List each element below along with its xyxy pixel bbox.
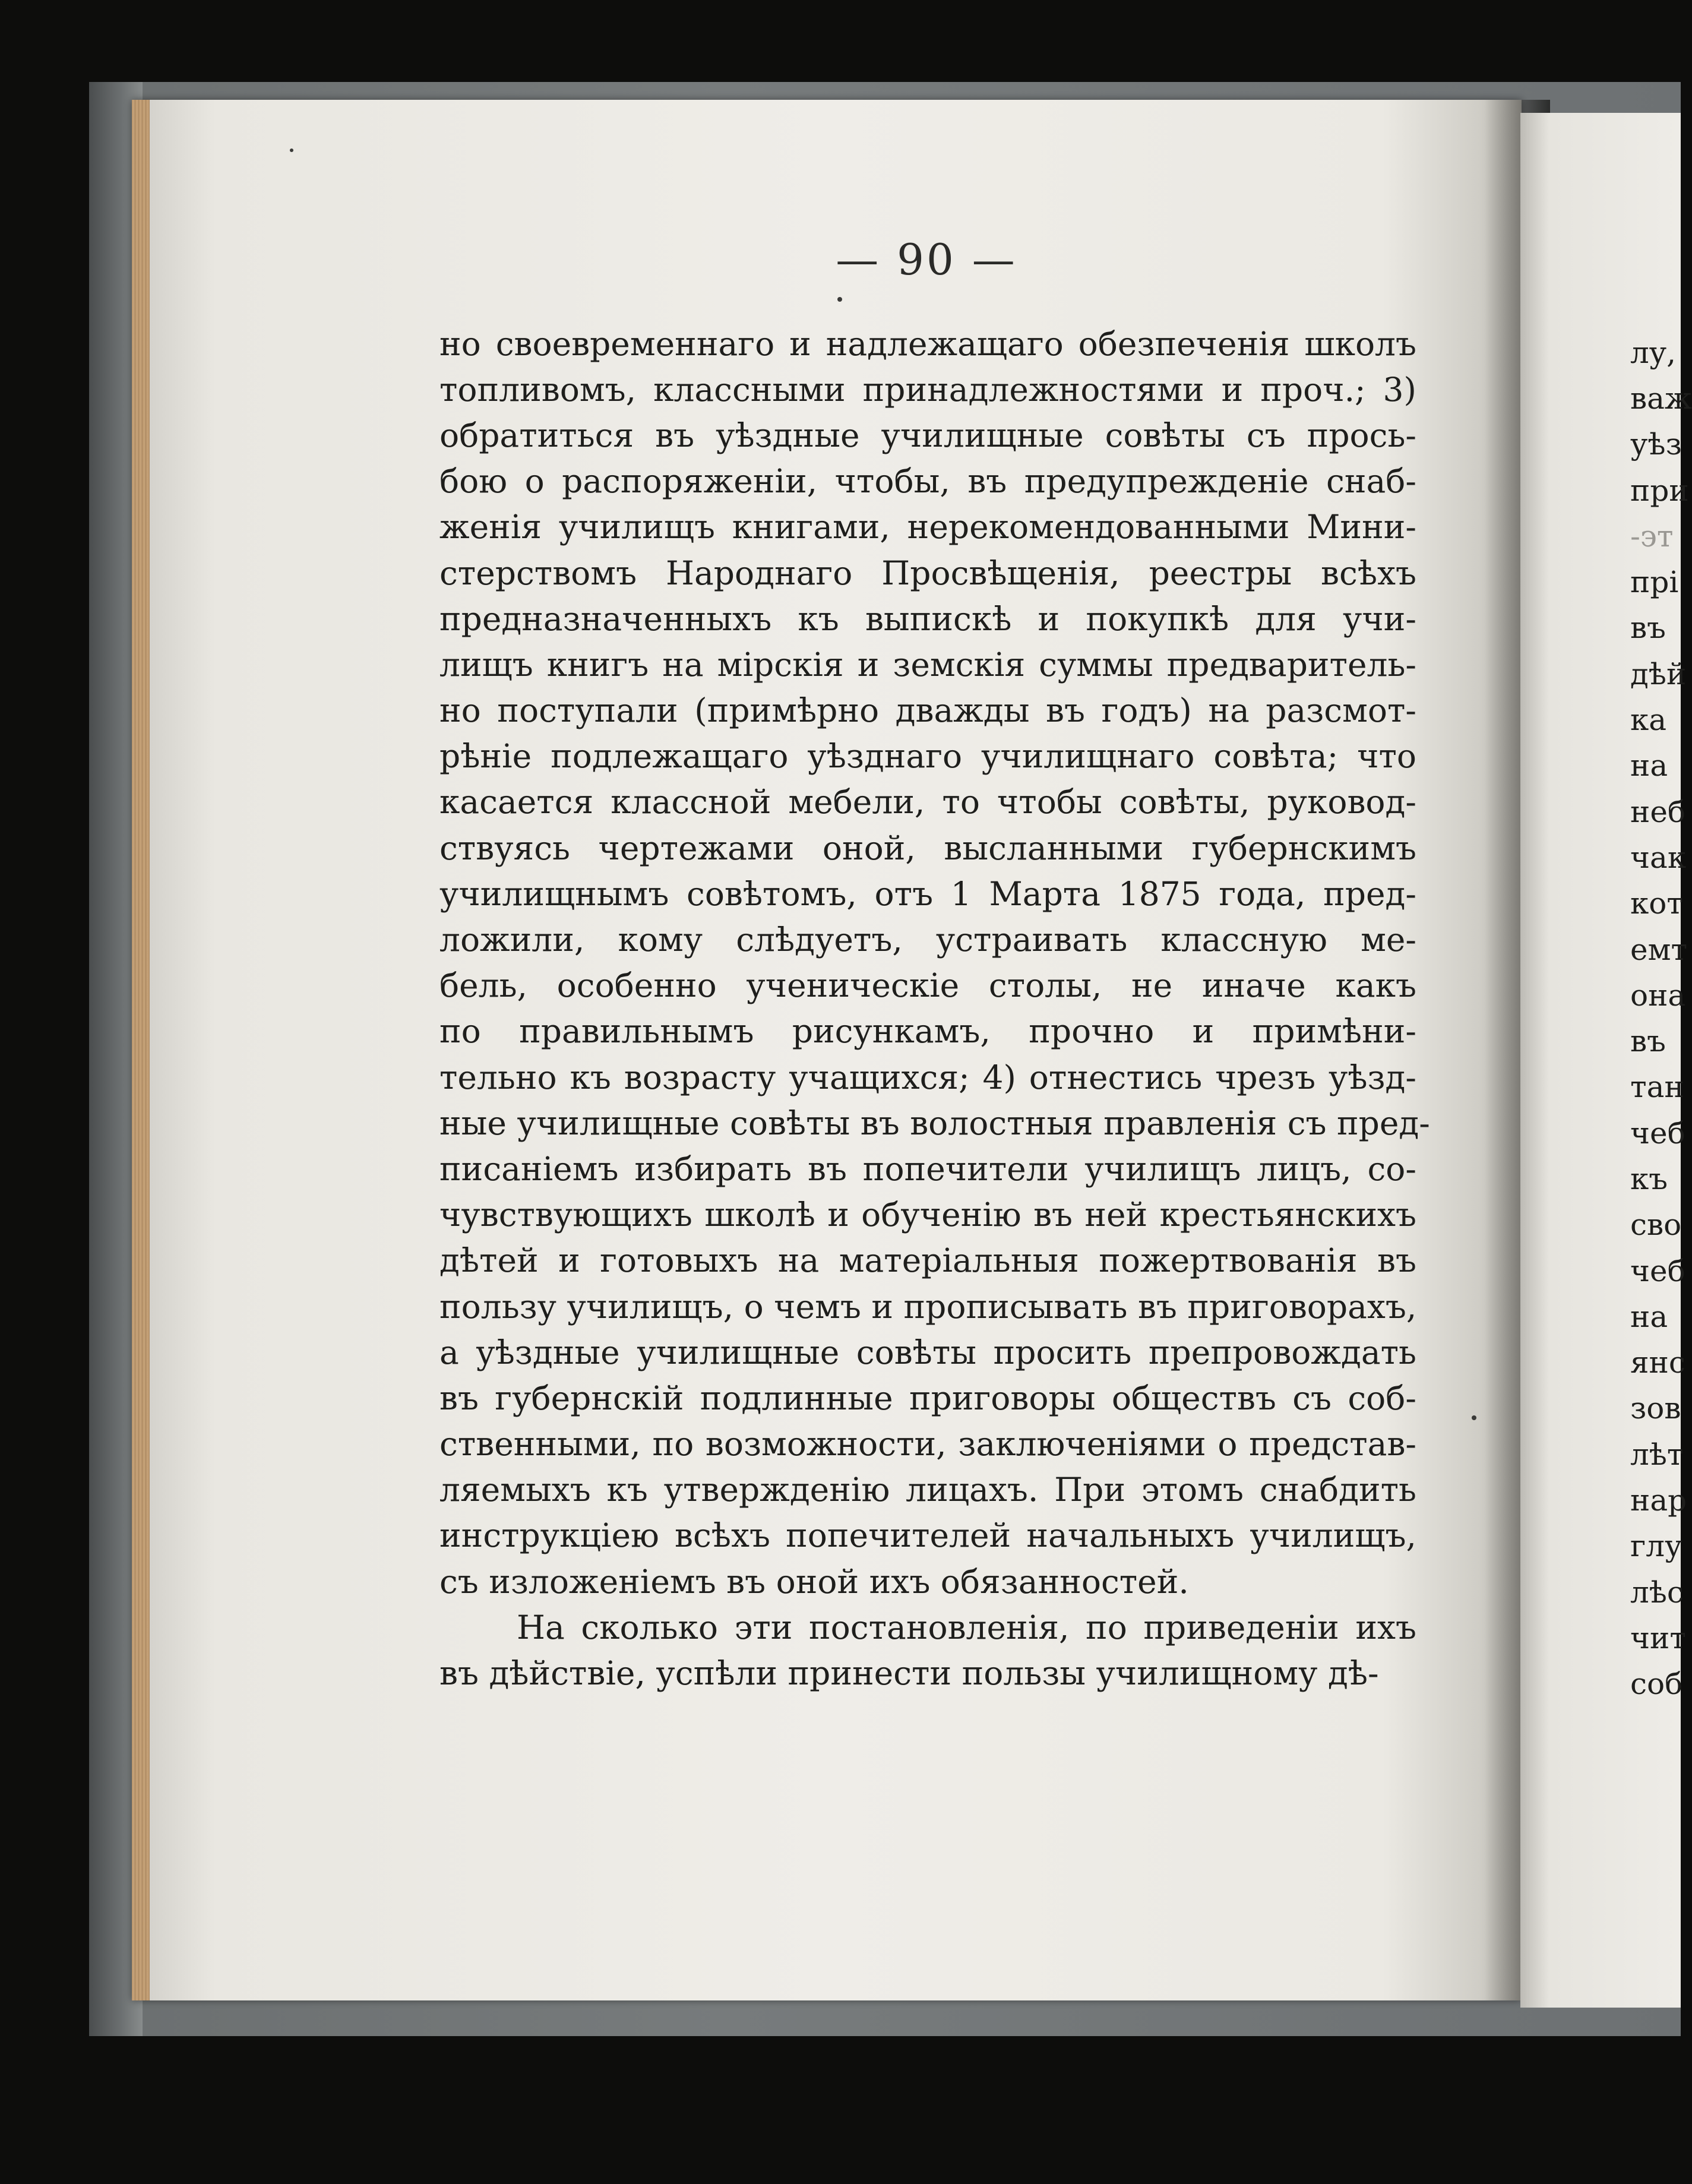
text-line-content: въ дѣйствіе, успѣли принести пользы училищному дѣ- [439, 1654, 1379, 1693]
text-line [439, 688, 1416, 734]
text-line-content: ложили, кому слѣдуетъ, устраивать классную ме- [439, 921, 1416, 959]
text-line-content: инструкціею всѣхъ попечителей начальныхъ училищъ, [439, 1516, 1416, 1555]
text-line [439, 1467, 1416, 1513]
text-line-content: училищнымъ совѣтомъ, отъ 1 Марта 1875 года, пред- [439, 874, 1416, 913]
text-line-content: лищъ книгъ на мірскія и земскія суммы предваритель- [439, 645, 1416, 684]
text-line-content: по правильнымъ рисункамъ, прочно и примѣни- [439, 1012, 1416, 1051]
text-line-content: но поступали (примѣрно дважды въ годъ) на разсмот- [439, 691, 1416, 730]
right-page-line: она [1630, 978, 1686, 1013]
text-line [439, 1009, 1416, 1054]
paper-speck [837, 297, 842, 302]
right-page-line: чит [1630, 1620, 1687, 1655]
right-page-text [1630, 330, 1692, 1707]
page-fore-edge [132, 100, 150, 2000]
right-page-line: янс [1630, 1345, 1685, 1380]
right-page-line: въ [1630, 611, 1666, 646]
right-page-line: къ [1630, 1161, 1668, 1196]
right-page-line: тан [1630, 1070, 1684, 1105]
text-line-content: стерствомъ Народнаго Просвѣщенія, реестры всѣхъ [439, 554, 1416, 592]
text-line [439, 1650, 1416, 1696]
text-line-content: обратиться въ уѣздные училищные совѣты съ прось- [439, 416, 1416, 454]
right-page-line: кот [1630, 886, 1684, 921]
right-page-line: нар [1630, 1483, 1687, 1518]
right-page-line: въ [1630, 1024, 1666, 1059]
text-line [439, 550, 1416, 596]
right-page-line: прі [1630, 565, 1679, 600]
text-line-content: чувствующихъ школѣ и обученію въ ней крестьянскихъ [439, 1196, 1416, 1234]
text-line-content: бою о распоряженіи, чтобы, въ предупрежденіе снаб- [439, 462, 1416, 501]
text-line [439, 916, 1416, 962]
text-line [439, 1604, 1416, 1650]
text-line-content: пользу училищъ, о чемъ и прописывать въ приговорахъ, [439, 1287, 1417, 1326]
text-line-content: ляемыхъ къ утвержденію лицахъ. При этомъ снабдить [439, 1471, 1416, 1509]
text-line-content: женія училищъ книгами, нерекомендованными Мини- [439, 508, 1416, 546]
text-line [439, 734, 1416, 779]
text-line-content: касается классной мебели, то чтобы совѣты, руковод- [439, 783, 1416, 821]
text-line [439, 779, 1416, 825]
paper-speck [290, 148, 293, 152]
paper-speck [1472, 1415, 1476, 1420]
text-line [439, 459, 1416, 504]
text-line [439, 366, 1416, 412]
right-page-line: лѣс [1630, 1575, 1684, 1610]
text-line [439, 321, 1416, 366]
right-page-line: важ [1630, 381, 1692, 416]
right-page-line: на [1630, 1299, 1668, 1334]
text-line [439, 1192, 1416, 1238]
text-line [439, 963, 1416, 1009]
text-line-content: дѣтей и готовыхъ на матеріальныя пожертвованія въ [439, 1241, 1416, 1280]
right-page-line: соб [1630, 1667, 1683, 1702]
text-line [439, 1100, 1430, 1146]
right-page-line: -эт [1630, 519, 1674, 554]
right-page-line: чак [1630, 840, 1687, 875]
text-line-content: рѣніе подлежащаго уѣзднаго училищнаго совѣта; что [439, 737, 1416, 776]
right-page-line: емт [1630, 932, 1688, 967]
text-line [439, 1513, 1416, 1559]
text-line-content: бель, особенно ученическіе столы, не иначе какъ [439, 966, 1416, 1005]
text-line [439, 1329, 1416, 1375]
text-line-content: ствуясь чертежами оной, высланными губернскимъ [439, 829, 1416, 867]
text-line-content: На сколько эти постановленія, по приведеніи ихъ [517, 1608, 1416, 1646]
right-page-line: чеб [1630, 1253, 1685, 1288]
text-line [439, 1054, 1416, 1100]
right-page-line: на [1630, 748, 1668, 783]
right-page-line: дѣй [1630, 656, 1687, 691]
text-line [439, 1375, 1416, 1421]
text-line [439, 412, 1416, 458]
page-number: — 90 — [836, 235, 1017, 285]
text-line-content: ственными, по возможности, заключеніями о представ- [439, 1425, 1416, 1464]
right-page-line: чеб [1630, 1115, 1685, 1151]
text-line [439, 871, 1416, 916]
text-line-content: тельно къ возрасту учащихся; 4) отнестись чрезъ уѣзд- [439, 1058, 1416, 1096]
text-line [439, 825, 1416, 871]
text-line-content: въ губернскій подлинные приговоры обществъ съ соб- [439, 1379, 1416, 1417]
text-line [439, 596, 1416, 641]
right-page-line: лѣт [1630, 1437, 1684, 1472]
text-line-content: съ изложеніемъ въ оной ихъ обязанностей. [439, 1562, 1189, 1601]
text-line-content: топливомъ, классными принадлежностями и проч.; 3) [439, 370, 1416, 409]
text-line-content: а уѣздные училищные совѣты просить препровождать [439, 1333, 1416, 1371]
body-text [439, 321, 1430, 1696]
right-page-line: при [1630, 473, 1689, 508]
right-page-line: сво [1630, 1208, 1682, 1243]
text-line [439, 1421, 1416, 1467]
text-line [439, 1238, 1416, 1284]
text-line [439, 1284, 1416, 1329]
text-line [439, 641, 1416, 687]
right-page-line: глу [1630, 1529, 1682, 1564]
text-line-content: ные училищные совѣты въ волостныя правленія съ пред- [439, 1104, 1430, 1142]
text-line-content: писаніемъ избирать въ попечители училищъ лицъ, со- [439, 1149, 1416, 1188]
text-line-content: но своевременнаго и надлежащаго обезпеченія школъ [439, 324, 1416, 363]
right-page-line: ка [1630, 703, 1667, 738]
text-line-content: предназначенныхъ къ выпискѣ и покупкѣ для учи- [439, 599, 1416, 638]
right-page-line: неб [1630, 794, 1686, 829]
text-line [439, 1146, 1416, 1191]
text-line [439, 1559, 1416, 1604]
right-page-line: уѣз [1630, 427, 1682, 462]
right-page-line: зов [1630, 1391, 1681, 1426]
right-page-line: лу, [1630, 335, 1677, 370]
text-line [439, 504, 1416, 550]
